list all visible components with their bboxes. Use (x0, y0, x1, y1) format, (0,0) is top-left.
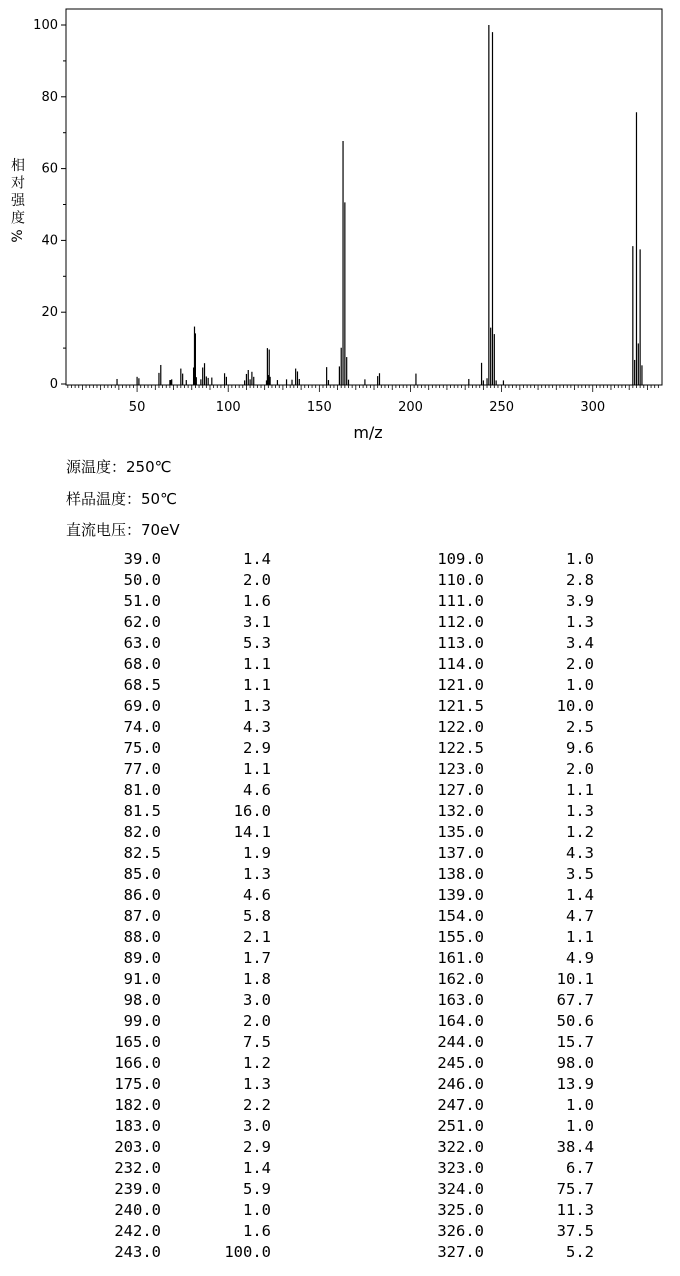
intensity-value: 1.1 (243, 655, 271, 673)
mz-value: 324.0 (437, 1180, 484, 1198)
y-tick-label: 100 (33, 18, 58, 33)
intensity-value: 5.3 (243, 634, 271, 652)
plot-frame (66, 9, 662, 385)
table-row (0, 634, 680, 655)
mz-value: 121.5 (437, 697, 484, 715)
intensity-value: 4.7 (566, 907, 594, 925)
mz-value: 139.0 (437, 886, 484, 904)
intensity-value: 2.9 (243, 739, 271, 757)
source-temperature-value: 250℃ (126, 458, 172, 476)
intensity-value: 1.0 (566, 676, 594, 694)
intensity-value: 1.3 (243, 697, 271, 715)
mz-value: 326.0 (437, 1222, 484, 1240)
mz-value: 81.5 (123, 802, 161, 820)
intensity-value: 50.6 (556, 1012, 594, 1030)
intensity-value: 75.7 (556, 1180, 594, 1198)
x-tick-label: 150 (306, 400, 332, 415)
mz-value: 112.0 (437, 613, 484, 631)
intensity-value: 3.0 (243, 991, 271, 1009)
intensity-value: 1.3 (566, 802, 594, 820)
mz-value: 91.0 (123, 970, 161, 988)
table-row (0, 781, 680, 802)
intensity-value: 2.2 (243, 1096, 271, 1114)
x-tick-label: 300 (580, 400, 606, 415)
intensity-value: 1.1 (243, 676, 271, 694)
mz-value: 123.0 (437, 760, 484, 778)
intensity-value: 15.7 (556, 1033, 594, 1051)
mz-value: 135.0 (437, 823, 484, 841)
mz-value: 86.0 (123, 886, 161, 904)
intensity-value: 38.4 (556, 1138, 594, 1156)
intensity-value: 10.1 (556, 970, 594, 988)
mz-value: 243.0 (114, 1243, 161, 1261)
table-row (0, 802, 680, 823)
intensity-value: 2.1 (243, 928, 271, 946)
dc-voltage-value: 70eV (141, 521, 180, 539)
intensity-value: 37.5 (556, 1222, 594, 1240)
intensity-value: 5.2 (566, 1243, 594, 1261)
intensity-value: 3.0 (243, 1117, 271, 1135)
intensity-value: 1.8 (243, 970, 271, 988)
intensity-value: 2.5 (566, 718, 594, 736)
mz-value: 163.0 (437, 991, 484, 1009)
intensity-value: 2.0 (566, 760, 594, 778)
intensity-value: 1.3 (243, 865, 271, 883)
y-tick-label: 60 (41, 161, 58, 177)
intensity-value: 10.0 (556, 697, 594, 715)
intensity-value: 4.3 (243, 718, 271, 736)
mz-value: 109.0 (437, 550, 484, 568)
table-row (0, 991, 680, 1012)
x-axis-label: m/z (353, 423, 383, 442)
table-row (0, 676, 680, 697)
sample-temperature-value: 50℃ (141, 490, 177, 508)
intensity-value: 3.9 (566, 592, 594, 610)
intensity-value: 1.0 (566, 550, 594, 568)
mz-value: 165.0 (114, 1033, 161, 1051)
mz-value: 63.0 (123, 634, 161, 652)
mz-value: 240.0 (114, 1201, 161, 1219)
mz-value: 99.0 (123, 1012, 161, 1030)
mz-value: 89.0 (123, 949, 161, 967)
mass-spectrum-chart (0, 0, 680, 450)
mz-value: 161.0 (437, 949, 484, 967)
table-row (0, 655, 680, 676)
mz-value: 111.0 (437, 592, 484, 610)
mz-value: 88.0 (123, 928, 161, 946)
table-row (0, 1075, 680, 1096)
y-tick-label: 0 (49, 377, 58, 392)
table-row (0, 697, 680, 718)
intensity-value: 1.1 (566, 781, 594, 799)
table-row (0, 1201, 680, 1222)
mz-value: 138.0 (437, 865, 484, 883)
intensity-value: 9.6 (566, 739, 594, 757)
mz-value: 239.0 (114, 1180, 161, 1198)
table-row (0, 1222, 680, 1243)
intensity-value: 3.4 (566, 634, 594, 652)
source-temperature-label: 源温度： (66, 458, 127, 476)
mz-value: 98.0 (123, 991, 161, 1009)
intensity-value: 4.3 (566, 844, 594, 862)
y-tick-label: 40 (41, 233, 58, 249)
intensity-value: 1.2 (566, 823, 594, 841)
mz-value: 114.0 (437, 655, 484, 673)
table-row (0, 592, 680, 613)
mz-value: 127.0 (437, 781, 484, 799)
intensity-value: 67.7 (556, 991, 594, 1009)
table-row (0, 928, 680, 949)
mz-value: 246.0 (437, 1075, 484, 1093)
table-row (0, 1012, 680, 1033)
x-tick-label: 50 (128, 400, 146, 415)
dc-voltage-label: 直流电压： (66, 521, 142, 539)
mz-value: 322.0 (437, 1138, 484, 1156)
y-axis-label (10, 157, 26, 243)
mz-value: 77.0 (123, 760, 161, 778)
table-row (0, 823, 680, 844)
mz-value: 323.0 (437, 1159, 484, 1177)
intensity-value: 1.4 (243, 550, 271, 568)
x-axis-ticks (68, 385, 659, 415)
mz-value: 39.0 (123, 550, 161, 568)
x-tick-label: 200 (398, 400, 423, 415)
sample-temperature (66, 488, 177, 509)
table-row (0, 1138, 680, 1159)
intensity-value: 5.9 (243, 1180, 271, 1198)
mz-value: 110.0 (437, 571, 484, 589)
intensity-value: 1.2 (243, 1054, 271, 1072)
intensity-value: 4.6 (243, 781, 271, 799)
sample-temperature-label: 样品温度： (66, 490, 142, 508)
table-row (0, 1117, 680, 1138)
intensity-value: 2.0 (566, 655, 594, 673)
table-row (0, 1159, 680, 1180)
mz-value: 68.5 (123, 676, 161, 694)
mz-value: 137.0 (437, 844, 484, 862)
intensity-value: 2.0 (243, 1012, 271, 1030)
table-row (0, 844, 680, 865)
mz-value: 251.0 (437, 1117, 484, 1135)
intensity-value: 1.3 (243, 1075, 271, 1093)
mz-value: 122.5 (437, 739, 484, 757)
intensity-value: 2.0 (243, 571, 271, 589)
mz-value: 162.0 (437, 970, 484, 988)
intensity-value: 7.5 (243, 1033, 271, 1051)
mz-value: 69.0 (123, 697, 161, 715)
y-axis-label-char: 度 (11, 210, 25, 227)
x-tick-label: 250 (489, 400, 515, 415)
intensity-value: 14.1 (233, 823, 271, 841)
y-axis-label-char: % (10, 229, 26, 243)
table-row (0, 1096, 680, 1117)
intensity-value: 4.6 (243, 886, 271, 904)
table-row (0, 760, 680, 781)
table-row (0, 949, 680, 970)
table-row (0, 739, 680, 760)
y-axis-label-char: 对 (11, 175, 25, 192)
table-row (0, 907, 680, 928)
mz-value: 121.0 (437, 676, 484, 694)
x-tick-label: 100 (215, 400, 241, 415)
intensity-value: 1.4 (243, 1159, 271, 1177)
intensity-value: 1.0 (243, 1201, 271, 1219)
intensity-value: 1.7 (243, 949, 271, 967)
intensity-value: 13.9 (556, 1075, 594, 1093)
intensity-value: 1.0 (566, 1117, 594, 1135)
intensity-value: 1.3 (566, 613, 594, 631)
mz-value: 242.0 (114, 1222, 161, 1240)
mz-value: 51.0 (123, 592, 161, 610)
mz-value: 132.0 (437, 802, 484, 820)
intensity-value: 4.9 (566, 949, 594, 967)
mz-value: 85.0 (123, 865, 161, 883)
y-tick-label: 80 (41, 89, 58, 105)
table-row (0, 1033, 680, 1054)
intensity-value: 1.1 (243, 760, 271, 778)
mz-value: 154.0 (437, 907, 484, 925)
mz-value: 68.0 (123, 655, 161, 673)
intensity-value: 6.7 (566, 1159, 594, 1177)
table-row (0, 865, 680, 886)
intensity-value: 2.9 (243, 1138, 271, 1156)
mz-value: 155.0 (437, 928, 484, 946)
intensity-value: 98.0 (556, 1054, 594, 1072)
intensity-value: 100.0 (224, 1243, 271, 1261)
table-row (0, 550, 680, 571)
mz-value: 164.0 (437, 1012, 484, 1030)
mz-value: 82.0 (123, 823, 161, 841)
table-row (0, 613, 680, 634)
mz-value: 74.0 (123, 718, 161, 736)
mz-value: 327.0 (437, 1243, 484, 1261)
table-row (0, 886, 680, 907)
dc-voltage (66, 519, 180, 540)
table-row (0, 970, 680, 991)
mz-value: 87.0 (123, 907, 161, 925)
y-tick-label: 20 (41, 305, 58, 321)
mz-value: 166.0 (114, 1054, 161, 1072)
table-row (0, 1054, 680, 1075)
table-row (0, 718, 680, 739)
mz-value: 122.0 (437, 718, 484, 736)
mz-value: 75.0 (123, 739, 161, 757)
mz-value: 325.0 (437, 1201, 484, 1219)
mz-value: 244.0 (437, 1033, 484, 1051)
intensity-value: 1.0 (566, 1096, 594, 1114)
intensity-value: 5.8 (243, 907, 271, 925)
mz-value: 175.0 (114, 1075, 161, 1093)
y-axis-label-char: 强 (11, 193, 25, 209)
mz-value: 62.0 (123, 613, 161, 631)
mz-value: 183.0 (114, 1117, 161, 1135)
table-row (0, 1180, 680, 1201)
intensity-value: 16.0 (233, 802, 271, 820)
intensity-value: 3.1 (243, 613, 271, 631)
intensity-value: 3.5 (566, 865, 594, 883)
intensity-value: 11.3 (556, 1201, 594, 1219)
intensity-value: 2.8 (566, 571, 594, 589)
intensity-value: 1.6 (243, 1222, 271, 1240)
intensity-value: 1.4 (566, 886, 594, 904)
table-row (0, 571, 680, 592)
mz-value: 232.0 (114, 1159, 161, 1177)
mz-value: 82.5 (123, 844, 161, 862)
mz-value: 203.0 (114, 1138, 161, 1156)
intensity-value: 1.6 (243, 592, 271, 610)
mz-value: 247.0 (437, 1096, 484, 1114)
mz-value: 113.0 (437, 634, 484, 652)
y-axis-ticks (33, 18, 66, 392)
y-axis-label-char: 相 (11, 158, 25, 174)
spectrum-peaks (117, 25, 642, 385)
intensity-value: 1.1 (566, 928, 594, 946)
mz-value: 81.0 (123, 781, 161, 799)
source-temperature (66, 456, 172, 477)
table-row (0, 1243, 680, 1264)
intensity-value: 1.9 (243, 844, 271, 862)
mz-value: 50.0 (123, 571, 161, 589)
mz-value: 245.0 (437, 1054, 484, 1072)
mz-value: 182.0 (114, 1096, 161, 1114)
